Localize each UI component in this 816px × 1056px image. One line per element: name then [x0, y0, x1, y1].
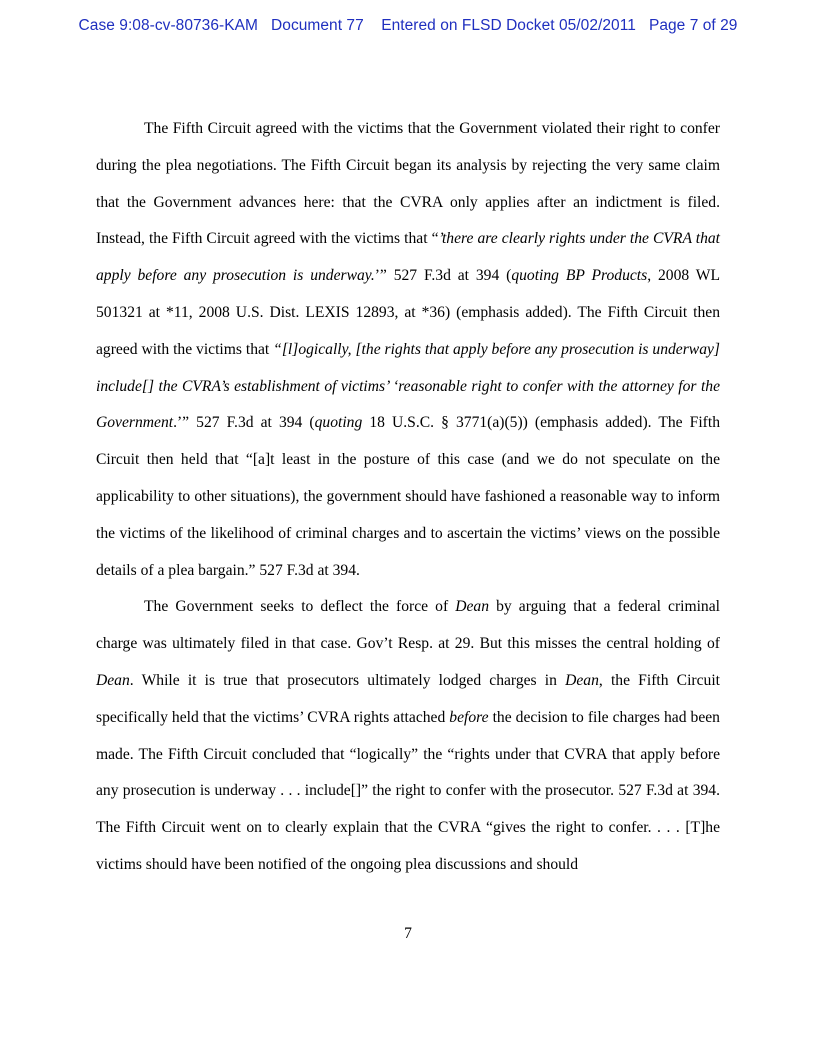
body-text [96, 111, 720, 884]
italic-text-run: quoting BP Products [511, 267, 648, 285]
text-run: , 2008 WL 501321 at *11, 2008 U.S. Dist. LEXIS 12893, at *36) (emphasis added). The Fifth Circuit then agreed with the victims that [96, 267, 720, 358]
text-run: , the Fifth Circuit specifically held that the victims’ CVRA rights attached [96, 671, 720, 726]
italic-text-run: Dean [96, 671, 130, 689]
text-run: the decision to file charges had been made. The Fifth Circuit concluded that “logically” the “rights under that CVRA that apply before any prosecution is underway . . . include[]” the right to confer with the prosecutor. 527 F.3d at 394. The Fifth Circuit went on to clearly explain that the CVRA “gives the right to confer. . . . [T]he victims should have been notified of the ongoing plea discussions and should [96, 708, 720, 873]
text-run: The Government seeks to deflect the force of [144, 598, 456, 616]
text-run: 18 U.S.C. § 3771(a)(5)) (emphasis added). The Fifth Circuit then held that “[a]t least in the posture of this case (and we do not speculate on the applicability to other situations), the government should have fashioned a reasonable way to inform the victims of the likelihood of criminal charges and to ascertain the victims’ views on the possible details of a plea bargain.” 527 F.3d at 394. [96, 414, 720, 579]
italic-text-run: before [449, 708, 489, 726]
italic-text-run: ’there are clearly rights under the CVRA that apply before any prosecution is underway. [96, 230, 720, 285]
italic-text-run: Dean [455, 598, 490, 616]
italic-text-run: quoting [314, 414, 363, 432]
italic-text-run: “[l]ogically, [the rights that apply before any prosecution is underway] include[] the CVRA’s establishment of victims’ ‘reasonable right to confer with the attorney for the Government [96, 340, 720, 432]
page-number: 7 [404, 925, 412, 942]
paragraph-1 [96, 111, 720, 589]
text-run: The Fifth Circuit agreed with the victims that the Government violated their right to confer during the plea negotiations. The Fifth Circuit began its analysis by rejecting the very same claim that the Government advances here: that the CVRA only applies after an indictment is filed. Instead, the Fifth Circuit agreed with the victims that “ [96, 120, 720, 248]
paragraph-2 [96, 589, 720, 883]
italic-text-run: Dean [565, 671, 599, 689]
text-run: by arguing that a federal criminal charge was ultimately filed in that case. Gov’t Resp. at 29. But this misses the central holding of [96, 598, 720, 653]
text-run: . While it is true that prosecutors ultimately lodged charges in [129, 671, 566, 689]
ecf-filing-header: Case 9:08-cv-80736-KAM Document 77 Entered on FLSD Docket 05/02/2011 Page 7 of 29 [78, 17, 738, 34]
text-run: .’” 527 F.3d at 394 ( [173, 414, 315, 432]
text-run: ’” 527 F.3d at 394 ( [374, 267, 512, 285]
